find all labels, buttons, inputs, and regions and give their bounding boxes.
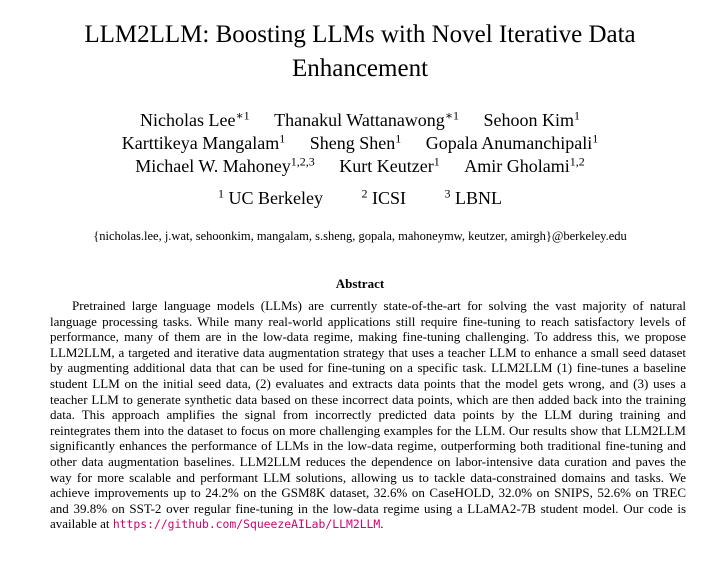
author-line-3	[0, 154, 720, 178]
author-emails: {nicholas.lee, j.wat, sehoonkim, mangalam, s.sheng, gopala, mahoneymw, keutzer, amirgh}@berkeley.edu	[93, 229, 627, 243]
author-name: Amir Gholami	[464, 156, 570, 176]
author-affil-mark: 1	[433, 154, 440, 169]
affiliation-name: ICSI	[371, 188, 406, 208]
author-affil-mark: 1	[592, 131, 599, 146]
abstract-text: Pretrained large language models (LLMs) are currently state-of-the-art for solving the vast majority of natural language processing tasks. While many real-world applications still require fine-tuning to reach satisfactory levels of performance, many of them are in the low-data regime, making fine-tuning challenging. To address this, we propose LLM2LLM, a targeted and iterative data augmentation strategy that uses a teacher LLM to enhance a small seed dataset by augmenting additional data that can be used for fine-tuning on a specific task. LLM2LLM (1) fine-tunes a baseline student LLM on the initial seed data, (2) evaluates and extracts data points that the model gets wrong, and (3) uses a teacher LLM to generate synthetic data based on these incorrect data points, which are then added back into the training data. This approach amplifies the signal from incorrectly predicted data points by the LLM during training and reintegrates them into the dataset to focus on more challenging examples for the LLM. Our results show that LLM2LLM significantly enhances the performance of LLMs in the low-data regime, outperforming both traditional fine-tuning and other data augmentation baselines. LLM2LLM reduces the dependence on labor-intensive data curation and paves the way for more scalable and performant LLM solutions, allowing us to tackle data-constrained domains and tasks. We achieve improvements up to 24.2% on the GSM8K dataset, 32.6% on CaseHOLD, 32.0% on SNIPS, 52.6% on TREC and 39.8% on SST-2 over regular fine-tuning in the low-data regime using a LLaMA2-7B student model. Our code is available at	[50, 298, 686, 532]
affiliation	[445, 185, 503, 211]
author-affil-mark: 1,2	[569, 154, 585, 169]
author-name: Sehoon Kim	[483, 110, 574, 130]
affiliation-mark: 2	[361, 186, 368, 201]
author	[310, 131, 402, 155]
author	[464, 154, 585, 178]
author-affil-mark: 1	[395, 131, 402, 146]
author	[122, 131, 285, 155]
author-name: Michael W. Mahoney	[135, 156, 291, 176]
author	[426, 131, 598, 155]
author	[135, 154, 314, 178]
author-name: Sheng Shen	[309, 133, 396, 153]
author-affil-mark: 1	[279, 131, 286, 146]
abstract-heading: Abstract	[335, 276, 385, 291]
affiliation	[361, 185, 406, 211]
affiliation-mark: 1	[218, 186, 224, 201]
author-affil-mark: ∗1	[235, 108, 250, 123]
paper-title: LLM2LLM: Boosting LLMs with Novel Iterative Data Enhancement	[84, 21, 636, 82]
author-name: Kurt Keutzer	[339, 156, 434, 176]
author	[483, 108, 580, 132]
abstract-body	[50, 298, 686, 533]
author-affil-mark: 1	[573, 108, 580, 123]
affiliation	[218, 185, 323, 211]
author-name: Gopala Anumanchipali	[425, 133, 593, 153]
author	[274, 108, 459, 132]
author-name: Nicholas Lee	[140, 110, 236, 130]
code-repository-link[interactable]: https://github.com/SqueezeAILab/LLM2LLM	[112, 517, 381, 532]
affiliations	[0, 185, 720, 211]
author	[140, 108, 250, 132]
author-line-2	[0, 131, 720, 155]
author-name: Karttikeya Mangalam	[121, 133, 280, 153]
affiliation-mark: 3	[444, 186, 451, 201]
author-affil-mark: ∗1	[444, 108, 459, 123]
author-line-1	[0, 108, 720, 132]
author-name: Thanakul Wattanawong	[274, 110, 445, 130]
abstract-end-punctuation: .	[380, 516, 384, 532]
author-affil-mark: 1,2,3	[290, 154, 315, 169]
author	[339, 154, 439, 178]
affiliation-name: LBNL	[455, 188, 502, 208]
affiliation-name: UC Berkeley	[228, 188, 323, 208]
